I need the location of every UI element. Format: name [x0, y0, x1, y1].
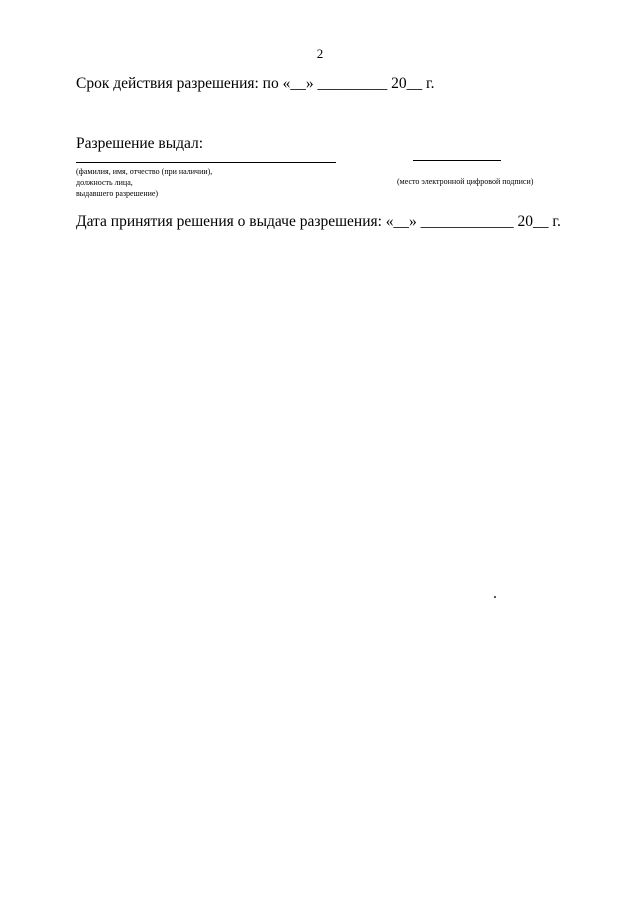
signature-caption: (место электронной цифровой подписи): [397, 177, 534, 186]
signatory-caption-line: (фамилия, имя, отчество (при наличии),: [76, 167, 213, 176]
permit-issued-by-label: Разрешение выдал:: [76, 135, 204, 152]
page-number: 2: [316, 46, 324, 61]
scan-speck: [494, 596, 496, 598]
signatory-name-line: [76, 162, 336, 163]
signatory-caption-line: должность лица,: [76, 178, 133, 187]
permit-validity-line: Срок действия разрешения: по «__» _________ 20__ г.: [76, 75, 435, 92]
decision-date-line: Дата принятия решения о выдаче разрешения: «__» ____________ 20__ г.: [76, 213, 561, 230]
signatory-caption: [76, 166, 212, 199]
signature-line: [413, 160, 501, 161]
signatory-caption-line: выдавшего разрешение): [76, 189, 159, 198]
